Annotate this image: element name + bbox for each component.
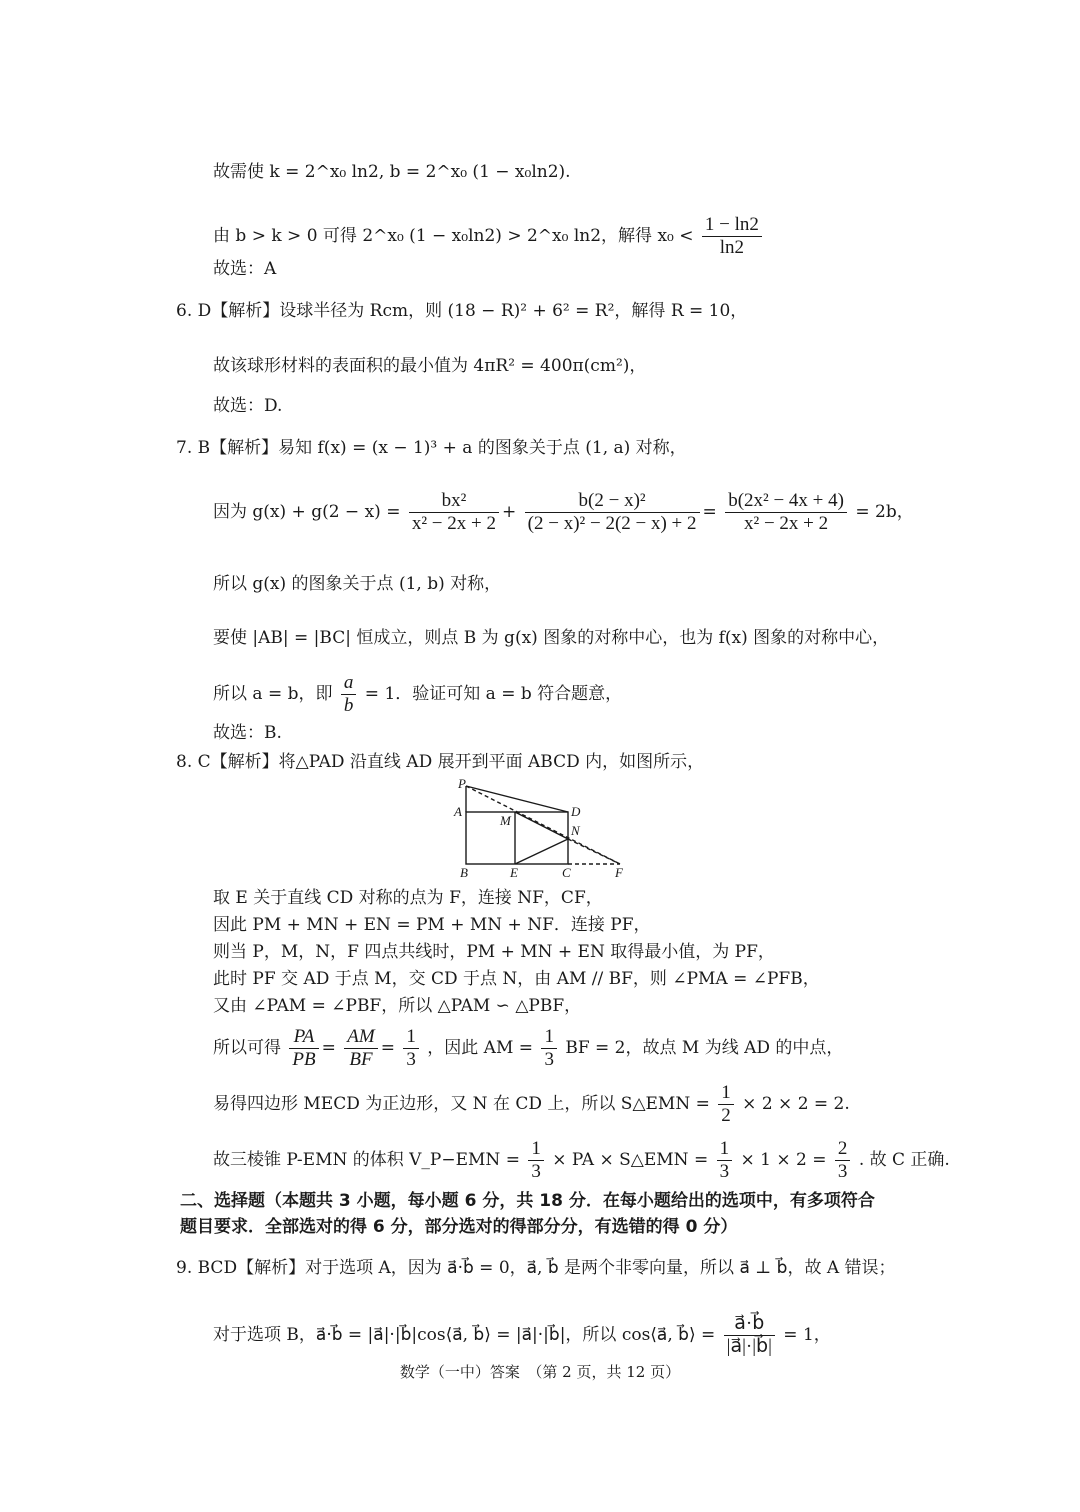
text-line	[213, 1313, 831, 1358]
text-line: 又由 ∠PAM = ∠PBF，所以 △PAM ∽ △PBF，	[213, 996, 582, 1016]
text-line: 此时 PF 交 AD 于点 M，交 CD 于点 N，由 AM // BF，则 ∠PMA = ∠PFB，	[213, 969, 820, 989]
fraction	[528, 1138, 544, 1183]
label-B: B	[460, 865, 468, 880]
text-segment: × PA × S△EMN =	[552, 1150, 709, 1170]
text-segment: ，因此 AM =	[427, 1038, 534, 1058]
text-line: 所以可得 $\frac{PA}{PB}$ = $\frac{AM}{BF}$ = $\frac{1}{3}$ ，因此 AM = $\frac{1}{3}$ BF = 2，故点 M 为线 AD 的中点，	[213, 1026, 844, 1070]
page-footer: 数学（一中）答案 （第 2 页，共 12 页）	[399, 1363, 681, 1381]
fraction-denominator: 2	[718, 1104, 734, 1127]
fraction	[702, 214, 762, 259]
text-segment: 由 b > k > 0 可得 2^x₀ (1 − x₀ln2) > 2^x₀ ln2，解得 x₀ <	[213, 226, 694, 246]
fraction-numerator: a⃗·b⃗	[734, 1313, 765, 1334]
fraction-denominator: PB	[289, 1048, 318, 1071]
fraction-denominator: b	[341, 694, 357, 717]
text-segment: × 2 × 2 = 2.	[742, 1094, 850, 1114]
fraction	[409, 490, 499, 535]
segment-PD	[466, 786, 568, 812]
fraction-denominator: 3	[835, 1160, 851, 1183]
question-7: 7. B【解析】易知 f(x) = (x − 1)³ + a 的图象关于点 (1, a) 对称，	[176, 438, 687, 458]
geometry-figure	[450, 776, 635, 880]
fraction	[717, 1138, 733, 1183]
label-C: C	[562, 865, 571, 880]
fraction-denominator: 3	[403, 1048, 419, 1071]
fraction	[341, 672, 357, 717]
label-F: F	[615, 865, 623, 880]
text-line	[213, 214, 765, 259]
label-M: M	[500, 813, 511, 828]
fraction-denominator: |a⃗|·|b⃗|	[724, 1335, 775, 1358]
text-segment: 对于选项 B，a⃗·b⃗ = |a⃗|·|b⃗|cos⟨a⃗, b⃗⟩ = |a⃗|·|b⃗|，所以 cos⟨a⃗, b⃗⟩ =	[213, 1325, 716, 1345]
label-E: E	[510, 865, 518, 880]
text-segment: = 1．验证可知 a = b 符合题意，	[364, 684, 623, 704]
text-segment: = 1，	[783, 1325, 831, 1345]
fraction-numerator: b(2x² − 4x + 4)	[728, 490, 844, 511]
fraction-denominator: x² − 2x + 2	[725, 512, 847, 535]
fraction-numerator: 1	[544, 1026, 554, 1047]
question-9: 9. BCD【解析】对于选项 A，因为 a⃗·b⃗ = 0，a⃗, b⃗ 是两个非零向量，所以 a⃗ ⊥ b⃗，故 A 错误；	[176, 1258, 896, 1278]
fraction	[718, 1082, 734, 1127]
fraction-numerator: a	[343, 672, 354, 693]
fraction-denominator: x² − 2x + 2	[409, 512, 499, 535]
segment-NF	[568, 839, 620, 864]
text-line	[213, 672, 622, 717]
fraction-numerator: PA	[293, 1026, 315, 1047]
text-line: 因为 g(x) + g(2 − x) = $\frac{\text{bx²}}{\text{x² − 2x + 2}}$ + $\frac{\text{b(2 − x)²}}{\text{(2 − x)² − 2(2 − x) + 2}}$ = $\frac{\text{b(2x² − 4x + 4)}}{\text{x² − 2x + 2}}$ = 2b，	[213, 490, 914, 534]
fraction-denominator: (2 − x)² − 2(2 − x) + 2	[525, 512, 700, 535]
fraction-numerator: 1 − ln2	[704, 214, 759, 235]
question-8: 8. C【解析】将△PAD 沿直线 AD 展开到平面 ABCD 内，如图所示，	[176, 752, 705, 772]
text-segment: 所以 a = b，即	[213, 684, 333, 704]
fraction	[724, 1313, 775, 1358]
text-line: 故需使 k = 2^x₀ ln2, b = 2^x₀ (1 − x₀ln2).	[213, 162, 571, 182]
fraction-numerator: 1	[719, 1138, 730, 1159]
text-segment: 故三棱锥 P-EMN 的体积 V_P−EMN =	[213, 1150, 520, 1170]
text-line	[213, 1138, 950, 1183]
text-segment: BF = 2，故点 M 为线 AD 的中点，	[565, 1038, 844, 1058]
text-line: 因此 PM + MN + EN = PM + MN + NF．连接 PF，	[213, 915, 651, 935]
text-segment: = 2b，	[855, 502, 914, 522]
section-heading: 二、选择题（本题共 3 小题，每小题 6 分，共 18 分．在每小题给出的选项中，有多项符合	[180, 1191, 875, 1211]
text-line	[213, 1082, 850, 1127]
fraction-denominator: ln2	[702, 236, 762, 259]
question-6: 6. D【解析】设球半径为 Rcm，则 (18 − R)² + 6² = R²，解得 R = 10，	[176, 301, 748, 321]
segment-MN	[515, 812, 568, 839]
label-P: P	[458, 776, 466, 791]
text-segment: . 故 C 正确.	[858, 1150, 950, 1170]
fraction-denominator: 3	[541, 1048, 557, 1071]
text-line: 故该球形材料的表面积的最小值为 4πR² = 400π(cm²)，	[213, 356, 647, 376]
fraction	[541, 1026, 557, 1071]
text-line: 所以 g(x) 的图象关于点 (1, b) 对称，	[213, 574, 502, 594]
fraction-denominator: 3	[717, 1160, 733, 1183]
fraction-numerator: 1	[406, 1026, 416, 1047]
label-D: D	[571, 804, 581, 819]
section-heading-continued: 题目要求．全部选对的得 6 分，部分选对的得部分分，有选错的得 0 分）	[180, 1217, 738, 1237]
fraction	[525, 490, 700, 535]
text-line: 则当 P，M，N，F 四点共线时，PM + MN + EN 取得最小值，为 PF，	[213, 942, 775, 962]
fraction-numerator: 1	[531, 1138, 541, 1159]
fraction-numerator: AM	[347, 1026, 375, 1047]
fraction-numerator: b(2 − x)²	[578, 490, 646, 511]
fraction	[289, 1026, 318, 1071]
text-line: 故选：D.	[213, 396, 283, 416]
square-ABCD	[466, 812, 568, 864]
label-A: A	[454, 804, 462, 819]
text-segment: 所以可得	[213, 1038, 281, 1058]
fraction	[403, 1026, 419, 1071]
fraction-denominator: 3	[528, 1160, 544, 1183]
fraction	[835, 1138, 851, 1183]
fraction-numerator: 1	[721, 1082, 731, 1103]
text-segment: 因为 g(x) + g(2 − x) =	[213, 502, 401, 522]
segment-EN	[515, 839, 568, 864]
fraction	[725, 490, 847, 535]
text-line: 故选：A	[213, 259, 277, 279]
text-segment: × 1 × 2 =	[740, 1150, 827, 1170]
text-segment: 易得四边形 MECD 为正边形，又 N 在 CD 上，所以 S△EMN =	[213, 1094, 710, 1114]
text-line: 要使 |AB| = |BC| 恒成立，则点 B 为 g(x) 图象的对称中心，也为 f(x) 图象的对称中心，	[213, 628, 890, 648]
fraction	[344, 1026, 377, 1071]
fraction-numerator: bx²	[441, 490, 467, 511]
text-line: 故选：B.	[213, 723, 282, 743]
fraction-numerator: 2	[837, 1138, 848, 1159]
text-line: 取 E 关于直线 CD 对称的点为 F，连接 NF，CF，	[213, 888, 603, 908]
fraction-denominator: BF	[344, 1048, 377, 1071]
label-N: N	[571, 823, 580, 838]
